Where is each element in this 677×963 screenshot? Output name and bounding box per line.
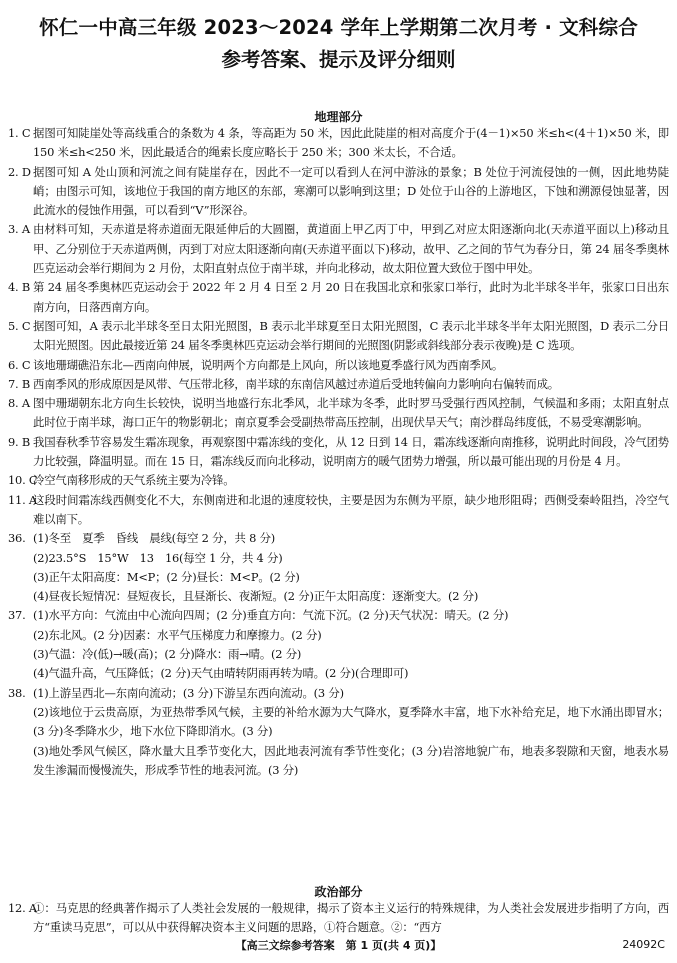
answer-36-part-3: (3)正午太阳高度：M<P；(2 分)昼长：M<P。(2 分): [33, 569, 300, 584]
answer-37-part-2: (2)东北风。(2 分)因素：水平气压梯度力和摩擦力。(2 分): [33, 627, 322, 642]
answer-38-part-3: (3)地处季风气候区，降水量大且季节变化大，因此地表河流有季节性变化；(3 分)岩溶地貌广布，地表多裂隙和天窗，地表水易发生渗漏而慢慢流失，形成季节性的地表河流。(3 分): [33, 743, 669, 777]
politics-answers: [8, 899, 669, 938]
answer-item-5: 5. C 据图可知，A 表示北半球冬至日太阳光照图，B 表示北半球夏至日太阳光照图，C 表示北半球冬半年太阳光照图，D 表示二分日太阳光照图。因此最接近第 24 届冬季奥林匹克运动会举行期间的光照图(阴影或斜线部分表示夜晚)是 C 选项。: [8, 318, 669, 353]
answer-item-7: 7. B 西南季风的形成原因是风带、气压带北移，南半球的东南信风越过赤道后受地转偏向力影响向右偏转而成。: [8, 376, 559, 391]
answer-item-1: 1. C 据图可知陡崖处等高线重合的条数为 4 条，等高距为 50 米，因此此陡崖的相对高度介于(4－1)×50 米≤h<(4＋1)×50 米，即 150 米≤h<250 米，因此最适合的绳索长度应略长于 250 米；300 米太长，不合适。: [8, 126, 669, 160]
answer-item-4: 4. B 第 24 届冬季奥林匹克运动会于 2022 年 2 月 4 日至 2 月 20 日在我国北京和张家口举行，此时为北半球冬半年，张家口日出东南方向，日落西南方向。: [8, 280, 669, 314]
answer-37-part-4: (4)气温升高，气压降低；(2 分)天气由晴转阴雨再转为晴。(2 分)(合理即可): [33, 666, 409, 681]
page-subtitle: 参考答案、提示及评分细则: [221, 48, 456, 71]
answer-36-part-4: (4)昼夜长短情况：昼短夜长，且昼渐长、夜渐短。(2 分)正午太阳高度：逐渐变大。(2 分): [33, 589, 479, 604]
answer-item-37: 37. (1)水平方向：气流由中心流向四周；(2 分)垂直方向：气流下沉。(2 分)天气状况：晴天。(2 分) (2)东北风。(2 分)因素：水平气压梯度力和摩擦力。(2 分) (3)气温：冷(低)→暖(高)；(2 分)降水：雨→晴。(2 分) (4)气温升高，气压降低；(2 分)天气由晴转阴雨再转为晴。(2 分)(合理即可): [8, 606, 669, 683]
answer-38-part-2: (2)该地位于云贵高原，为亚热带季风气候，主要的补给水源为大气降水，夏季降水丰富，地下水补给充足，地下水涌出即冒水；(3 分)冬季降水少，地下水位下降即消水。(3 分): [33, 704, 669, 739]
section-geography: 地理部分: [314, 110, 363, 124]
answer-item-12: 12. A ①：马克思的经典著作揭示了人类社会发展的一般规律，揭示了资本主义运行的特殊规律，为人类社会发展进步指明了方向，西方“重读马克思”，可以从中获得解决资本主义问题的思路，①符合题意。②：“西方: [8, 901, 669, 935]
answer-item-3: 3. A 由材料可知，天赤道是将赤道面无限延伸后的大圆圈，黄道面上甲乙丙丁中，甲到乙对应太阳逐渐向北(天赤道平面以上)移动且甲、乙分别位于天赤道两侧，丙到丁对应太阳逐渐向南(天赤道平面以下)移动，故甲、乙之间的节气为春分日，第 24 届冬季奥林匹克运动会举行期间为 2 月份，太阳直射点位于南半球，并向北移动，故太阳位置大致位于图中甲处。: [8, 222, 669, 276]
answer-item-6: 6. C 该地珊瑚礁沿东北—西南向伸展，说明两个方向都是上风向，所以该地夏季盛行风为西南季风。: [8, 357, 504, 372]
answer-item-10: 10. C 冷空气南移形成的天气系统主要为冷锋。: [8, 473, 235, 488]
answer-36-part-2: (2)23.5°S 15°W 13 16(每空 1 分，共 4 分): [33, 550, 283, 565]
page-title: 怀仁一中高三年级 2023～2024 学年上学期第二次月考 · 文科综合: [39, 16, 638, 39]
section-politics: 政治部分: [314, 885, 363, 899]
geography-answers: [8, 124, 669, 780]
answer-item-38: 38. (1)上游呈西北—东南向流动；(3 分)下游呈东西向流动。(3 分) (2)该地位于云贵高原，为亚热带季风气候，主要的补给水源为大气降水，夏季降水丰富，地下水补给充足，地下水涌出即冒水；(3 分)冬季降水少，地下水位下降即消水。(3 分) (3)地处季风气候区，降水量大且季节变化大，因此地表河流有季节性变化；(3 分)岩溶地貌广布，地表多裂隙和天窗，地表水易发生渗漏而慢慢流失，形成季节性的地表河流。(3 分): [8, 684, 669, 780]
answer-item-2: 2. D 据图可知 A 处山顶和河流之间有陡崖存在，因此不一定可以看到人在河中游泳的景象；B 处位于河流侵蚀的一侧，因此地势陡峭；由图示可知，该地位于我国的南方地区的东部，寒潮可以影响到这里；D 处位于山谷的上游地区，下蚀和溯源侵蚀显著，因此流水的侵蚀作用强，可以看到“V”形深谷。: [8, 164, 669, 218]
paper-code: 24092C: [622, 938, 665, 951]
page-footer: 【高三文综参考答案 第 1 页(共 4 页)】: [235, 939, 442, 952]
answer-37-part-1: (1)水平方向：气流由中心流向四周；(2 分)垂直方向：气流下沉。(2 分)天气状况：晴天。(2 分): [33, 608, 509, 623]
answer-37-part-3: (3)气温：冷(低)→暖(高)；(2 分)降水：雨→晴。(2 分): [33, 647, 302, 662]
answer-36-part-1: (1)冬至 夏季 昏线 晨线(每空 2 分，共 8 分): [33, 531, 276, 546]
answer-item-36: 36. (1)冬至 夏季 昏线 晨线(每空 2 分，共 8 分) (2)23.5°S 15°W 13 16(每空 1 分，共 4 分) (3)正午太阳高度：M<P；(2 分)昼长：M<P。(2 分) (4)昼夜长短情况：昼短夜长，且昼渐长、夜渐短。(2 分)正午太阳高度：逐渐变大。(2 分): [8, 529, 669, 606]
answer-item-11: 11. A 这段时间霜冻线西侧变化不大，东侧南进和北退的速度较快，主要是因为东侧为平原，缺少地形阻碍；西侧受秦岭阻挡，冷空气难以南下。: [8, 492, 669, 526]
answer-item-8: 8. A 图中珊瑚朝东北方向生长较快，说明当地盛行东北季风，北半球为冬季，此时罗马受强行西风控制，气候温和多雨；太阳直射点此时位于南半球，海口正午的物影朝北；南京夏季会受副热带高压控制，出现伏旱天气；南沙群岛纬度低，不易受寒潮影响。: [8, 396, 669, 430]
answer-item-9: 9. B 我国春秋季节容易发生霜冻现象，再观察图中霜冻线的变化，从 12 日到 14 日，霜冻线逐渐向南推移，说明此时间段，冷气团势力比较强，降温明显。而在 15 日，霜冻线反而向北移动，说明南方的暖气团势力增强，所以最可能出现的月份是 4 月。: [8, 434, 669, 469]
answer-38-part-1: (1)上游呈西北—东南向流动；(3 分)下游呈东西向流动。(3 分): [33, 685, 344, 700]
